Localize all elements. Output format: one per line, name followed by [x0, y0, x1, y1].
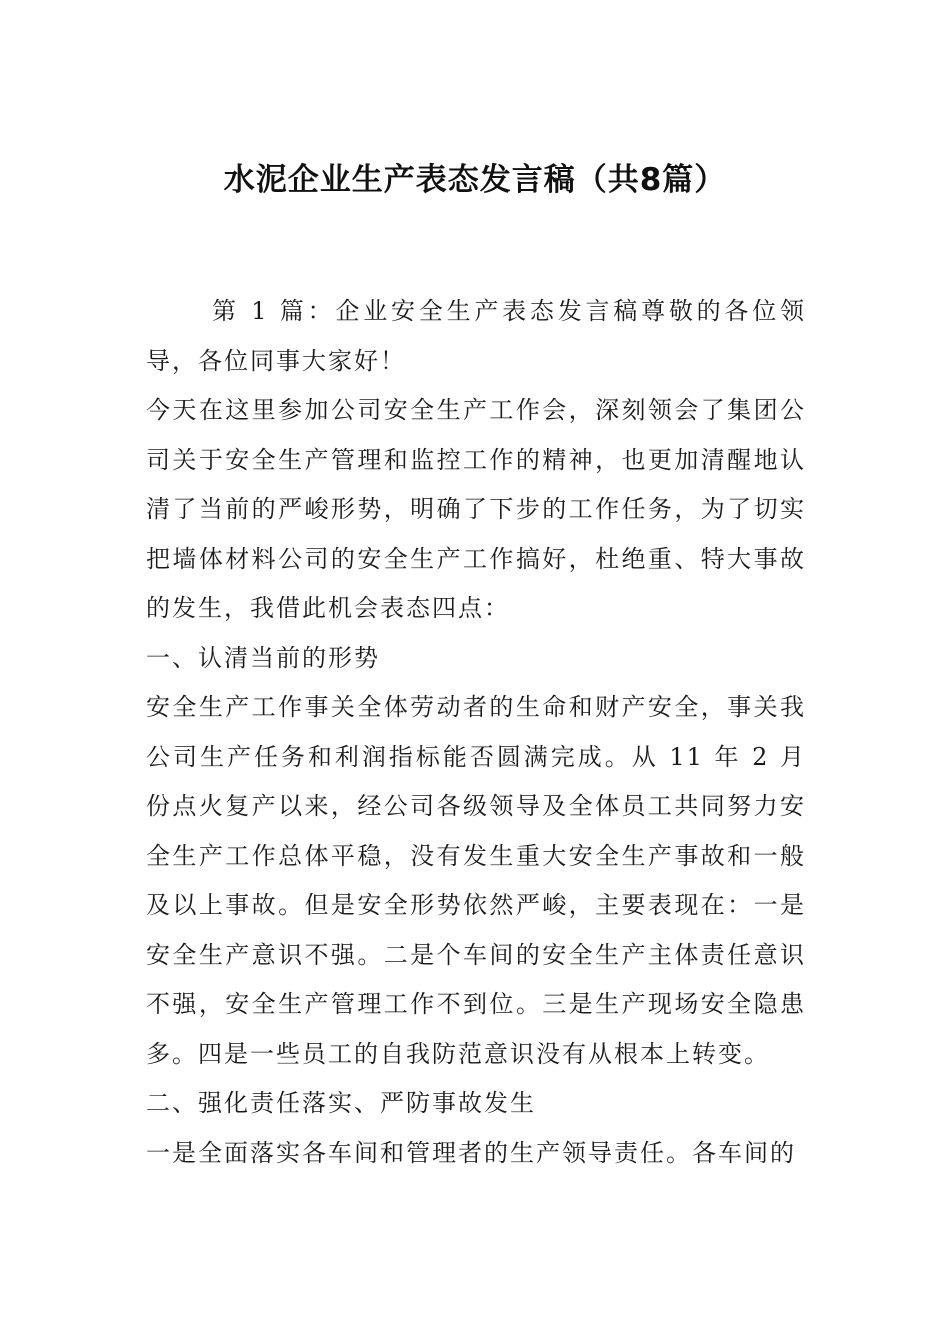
- paragraph: 今天在这里参加公司安全生产工作会，深刻领会了集团公司关于安全生产管理和监控工作的精神，也更加清醒地认清了当前的严峻形势，明确了下步的工作任务，为了切实把墙体材料公司的安全生产工作搞好，杜绝重、特大事故的发生，我借此机会表态四点：: [146, 396, 806, 622]
- section-heading-2: 二、强化责任落实、严防事故发生: [146, 1089, 536, 1117]
- paragraph-intro: 第 1 篇：企业安全生产表态发言稿尊敬的各位领导，各位同事大家好！: [146, 297, 806, 375]
- document-title: 水泥企业生产表态发言稿（共8篇）: [223, 162, 727, 198]
- document-body: [146, 287, 806, 1178]
- section-heading-1: 一、认清当前的形势: [146, 643, 380, 672]
- paragraph: 一是全面落实各车间和管理者的生产领导责任。各车间的: [146, 1138, 796, 1167]
- paragraph: 安全生产工作事关全体劳动者的生命和财产安全，事关我公司生产任务和利润指标能否圆满完成。从 11 年 2 月份点火复产以来，经公司各级领导及全体员工共同努力安全生产工作总体平稳，没有发生重大安全生产事故和一般及以上事故。但是安全形势依然严峻，主要表现在：一是安全生产意识不强。二是个车间的安全生产主体责任意识不强，安全生产管理工作不到位。三是生产现场安全隐患多。四是一些员工的自我防范意识没有从根本上转变。: [146, 693, 806, 1068]
